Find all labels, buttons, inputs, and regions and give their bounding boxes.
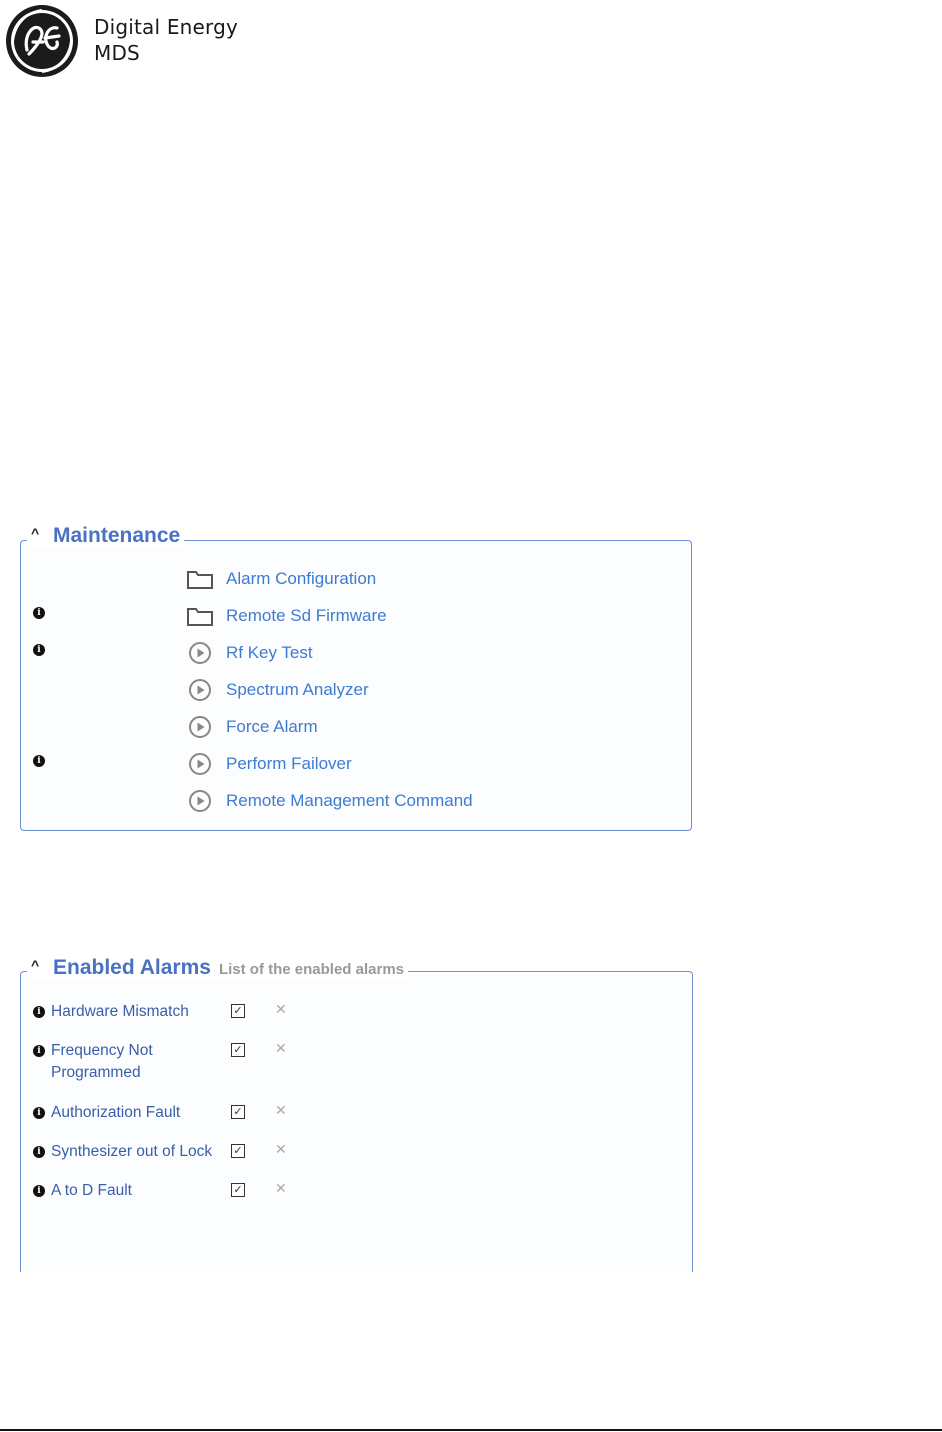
play-icon [188,752,212,776]
alarm-label: Frequency Not Programmed [51,1042,153,1081]
ge-logo [5,4,79,78]
remove-icon[interactable]: ✕ [275,1141,287,1157]
maintenance-item-remote-management-command[interactable] [21,784,681,814]
enabled-checkbox[interactable]: ✓ [231,1043,245,1057]
brand-text [94,14,238,66]
enabled-checkbox[interactable]: ✓ [231,1183,245,1197]
folder-icon [186,568,214,590]
maintenance-item-label[interactable]: Perform Failover [226,754,352,773]
page-bottom-rule [0,1429,942,1431]
maintenance-item-remote-sd-firmware[interactable] [21,599,681,629]
play-icon [188,641,212,665]
maintenance-item-label[interactable]: Rf Key Test [226,643,313,662]
enabled-alarms-legend[interactable] [27,956,408,980]
remove-icon[interactable]: ✕ [275,1102,287,1118]
brand-line1: Digital Energy [94,15,239,39]
info-icon[interactable]: i [33,1045,45,1057]
maintenance-panel [20,524,692,831]
remove-icon[interactable]: ✕ [275,1180,287,1196]
enabled-alarms-title: Enabled Alarms [53,956,211,979]
remove-icon[interactable]: ✕ [275,1001,287,1017]
play-icon [188,678,212,702]
info-icon[interactable]: i [33,755,45,767]
maintenance-item-label[interactable]: Remote Management Command [226,791,473,810]
info-icon[interactable]: i [33,607,45,619]
maintenance-item-alarm-configuration[interactable] [21,562,681,592]
maintenance-item-perform-failover[interactable] [21,747,681,777]
maintenance-item-rf-key-test[interactable] [21,636,681,666]
enabled-alarms-panel [20,956,693,1272]
folder-icon [186,605,214,627]
maintenance-item-force-alarm[interactable] [21,710,681,740]
info-icon[interactable]: i [33,644,45,656]
play-icon [188,715,212,739]
collapse-caret-icon[interactable]: ^ [31,957,40,973]
maintenance-item-label[interactable]: Remote Sd Firmware [226,606,387,625]
enabled-checkbox[interactable]: ✓ [231,1004,245,1018]
maintenance-item-label[interactable]: Force Alarm [226,717,318,736]
alarms-viewport [0,955,942,1199]
alarm-label: Synthesizer out of Lock [51,1143,213,1160]
play-icon [188,789,212,813]
info-icon[interactable]: i [33,1107,45,1119]
maintenance-legend[interactable] [27,524,184,548]
info-icon[interactable]: i [33,1006,45,1018]
alarm-label: Hardware Mismatch [51,1003,189,1020]
info-icon[interactable]: i [33,1146,45,1158]
enabled-checkbox[interactable]: ✓ [231,1144,245,1158]
maintenance-title: Maintenance [53,524,181,547]
maintenance-item-label[interactable]: Alarm Configuration [226,569,377,588]
info-icon[interactable]: i [33,1185,45,1197]
enabled-checkbox[interactable]: ✓ [231,1105,245,1119]
maintenance-item-spectrum-analyzer[interactable] [21,673,681,703]
alarm-label: A to D Fault [51,1182,132,1199]
maintenance-item-label[interactable]: Spectrum Analyzer [226,680,369,699]
brand-line2: MDS [94,41,140,65]
collapse-caret-icon[interactable]: ^ [31,525,40,541]
enabled-alarms-subtitle: List of the enabled alarms [218,961,404,978]
alarm-label: Authorization Fault [51,1104,181,1121]
remove-icon[interactable]: ✕ [275,1040,287,1056]
